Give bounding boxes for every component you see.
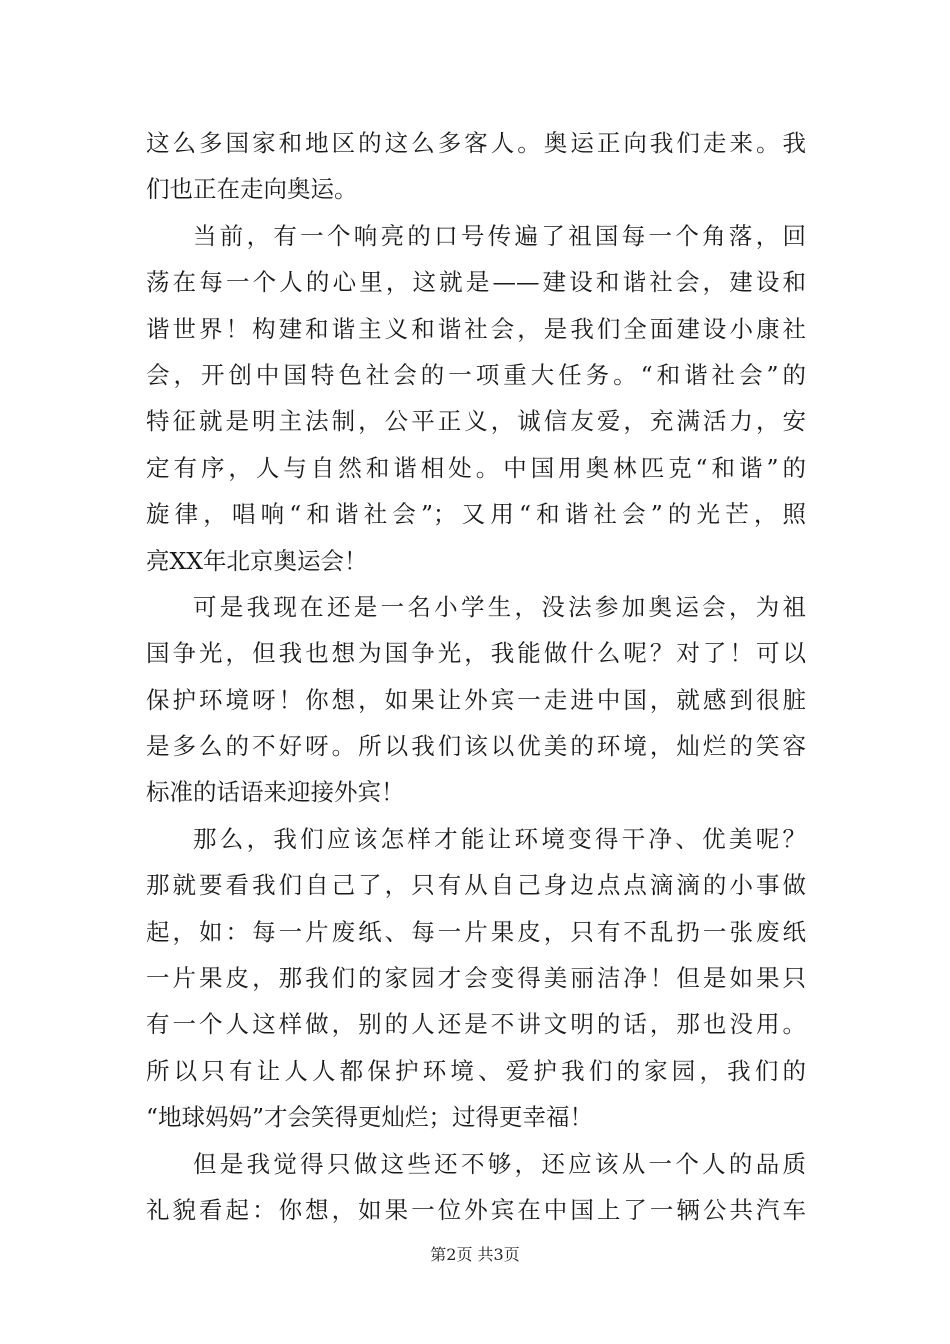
text-line: 当前，有一个响亮的口号传遍了祖国每一个角落，回 [193, 221, 806, 250]
text-line: 谐世界！构建和谐主义和谐社会，是我们全面建设小康社 [146, 314, 806, 343]
text-line: 是多么的不好呀。所以我们该以优美的环境，灿烂的笑容 [146, 732, 806, 761]
text-line: 亮XX年北京奥运会！ [146, 546, 368, 575]
text-line: 特征就是明主法制，公平正义，诚信友爱，充满活力，安 [146, 407, 806, 436]
text-line: 保护环境呀！你想，如果让外宾一走进中国，就感到很脏 [146, 685, 806, 714]
text-line: “地球妈妈”才会笑得更灿烂；过得更幸福！ [146, 1103, 594, 1132]
text-line: 可是我现在还是一名小学生，没法参加奥运会，为祖 [193, 592, 806, 621]
text-line: 有一个人这样做，别的人还是不讲文明的话，那也没用。 [146, 1010, 806, 1039]
body-text [146, 120, 806, 1233]
text-line: 礼貌看起：你想，如果一位外宾在中国上了一辆公共汽车 [146, 1195, 806, 1224]
text-line: 但是我觉得只做这些还不够，还应该从一个人的品质 [193, 1149, 806, 1178]
text-line: 定有序，人与自然和谐相处。中国用奥林匹克“和谐”的 [146, 453, 806, 482]
text-line: 国争光，但我也想为国争光，我能做什么呢？对了！可以 [146, 639, 806, 668]
text-line: 这么多国家和地区的这么多客人。奥运正向我们走来。我 [146, 129, 806, 157]
text-line: 旋律，唱响“和谐社会”；又用“和谐社会”的光芒，照 [146, 500, 806, 529]
text-line: 们也正在走向奥运。 [146, 175, 358, 204]
page-footer: 第2页 共3页 [430, 1245, 520, 1264]
text-line: 那就要看我们自己了，只有从自己身边点点滴滴的小事做 [146, 871, 806, 900]
text-line: 起，如：每一片废纸、每一片果皮，只有不乱扔一张废纸 [146, 917, 806, 946]
text-line: 荡在每一个人的心里，这就是——建设和谐社会，建设和 [146, 268, 806, 297]
text-line: 一片果皮，那我们的家园才会变得美丽洁净！但是如果只 [146, 964, 806, 993]
text-line: 标准的话语来迎接外宾！ [146, 778, 405, 807]
text-line: 那么，我们应该怎样才能让环境变得干净、优美呢？ [193, 824, 806, 853]
text-line: 所以只有让人人都保护环境、爱护我们的家园，我们的 [146, 1056, 806, 1085]
text-line: 会，开创中国特色社会的一项重大任务。“和谐社会”的 [146, 360, 806, 389]
